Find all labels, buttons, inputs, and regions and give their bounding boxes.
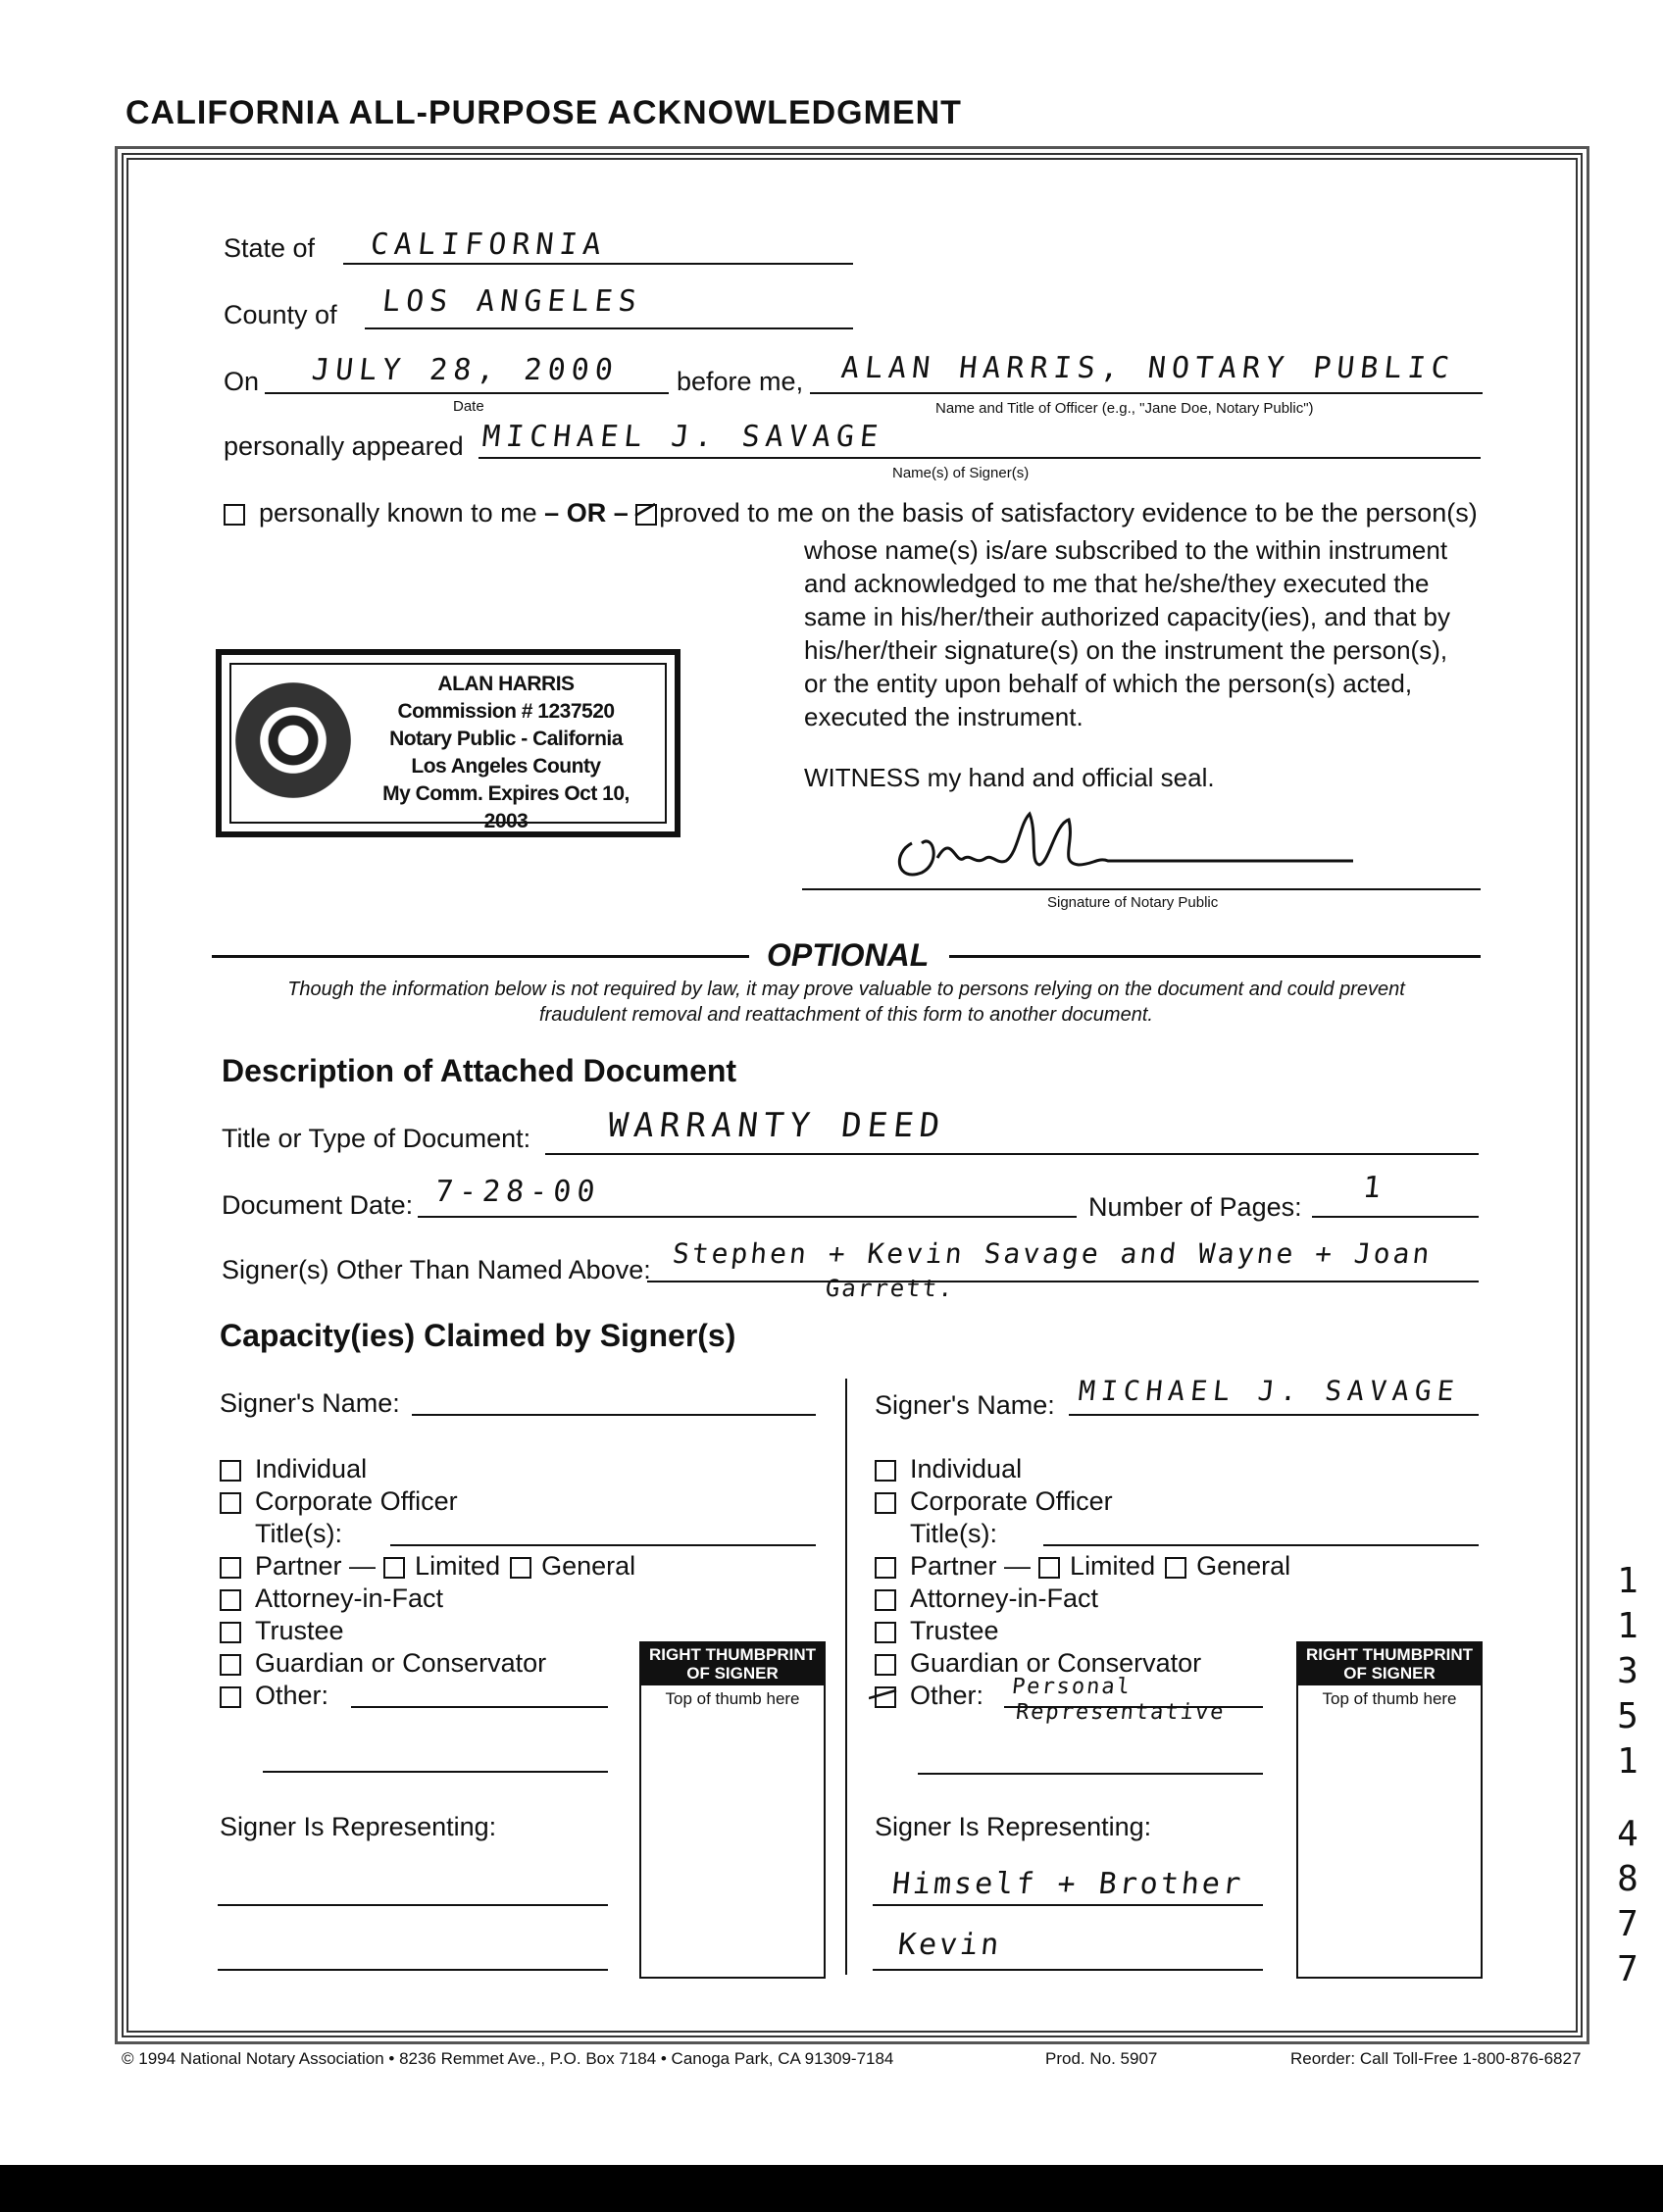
paragraph-line: his/her/their signature(s) on the instrument the person(s),	[804, 635, 1448, 665]
notary-signature	[882, 804, 1353, 892]
left-other-line[interactable]	[351, 1706, 608, 1708]
right-opt-attorney[interactable]	[875, 1583, 1290, 1615]
left-thumbprint-box[interactable]	[639, 1641, 826, 1979]
before-me-label: before me,	[677, 367, 804, 396]
thumb-head-line: OF SIGNER	[1343, 1664, 1436, 1683]
opt-label: Guardian or Conservator	[910, 1648, 1202, 1678]
date-caption: Date	[453, 398, 484, 415]
capacity-heading: Capacity(ies) Claimed by Signer(s)	[220, 1318, 736, 1353]
thumb-sub: Top of thumb here	[1322, 1689, 1457, 1708]
opt-label: Title(s):	[255, 1519, 342, 1548]
side-digit: 4	[1617, 1814, 1638, 1854]
opt-label: Corporate Officer	[255, 1486, 458, 1516]
checkbox[interactable]	[875, 1460, 896, 1482]
known-proved-row	[224, 498, 1478, 528]
right-signer-name-value[interactable]: MICHAEL J. SAVAGE	[1077, 1375, 1462, 1407]
opt-label: Trustee	[255, 1616, 344, 1645]
opt-label: Corporate Officer	[910, 1486, 1113, 1516]
general-checkbox[interactable]	[1165, 1557, 1186, 1579]
seal-text	[359, 671, 653, 835]
right-other-value-1[interactable]: Personal	[1010, 1675, 1134, 1699]
right-representing-value-1[interactable]: Himself + Brother	[890, 1867, 1245, 1901]
right-opt-individual[interactable]	[875, 1453, 1290, 1485]
opt-label: Attorney-in-Fact	[910, 1584, 1099, 1613]
signer-caption: Name(s) of Signer(s)	[892, 465, 1030, 481]
opt-label: Trustee	[910, 1616, 999, 1645]
doc-date-line	[418, 1216, 1077, 1218]
left-other-line-2[interactable]	[263, 1771, 608, 1773]
county-line	[365, 327, 853, 329]
checkbox[interactable]	[220, 1622, 241, 1643]
officer-caption: Name and Title of Officer (e.g., "Jane Doe, Notary Public")	[935, 400, 1314, 417]
right-representing-value-2[interactable]: Kevin	[896, 1928, 1004, 1962]
right-other-line	[1004, 1706, 1263, 1708]
left-opt-corporate[interactable]	[220, 1485, 635, 1518]
checkbox[interactable]	[875, 1654, 896, 1676]
or-text: – OR –	[544, 498, 629, 528]
checkbox[interactable]	[220, 1557, 241, 1579]
paragraph-line: or the entity upon behalf of which the person(s) acted,	[804, 669, 1413, 698]
left-opt-partner[interactable]	[220, 1550, 635, 1583]
doc-date-value[interactable]: 7-28-00	[433, 1175, 603, 1209]
pages-label: Number of Pages:	[1088, 1192, 1302, 1222]
left-representing-line-1[interactable]	[218, 1904, 608, 1906]
other-signers-value-2[interactable]: Garrett.	[824, 1275, 957, 1302]
right-signer-name-line	[1069, 1414, 1479, 1416]
date-value[interactable]: JULY 28, 2000	[310, 353, 621, 387]
seal-line: Notary Public - California	[389, 728, 623, 750]
thumb-sub: Top of thumb here	[665, 1689, 800, 1708]
checkbox[interactable]	[875, 1492, 896, 1514]
side-digit: 1	[1617, 1606, 1638, 1646]
left-signer-name-label: Signer's Name:	[220, 1388, 400, 1418]
left-opt-individual[interactable]	[220, 1453, 635, 1485]
left-opt-attorney[interactable]	[220, 1583, 635, 1615]
opt-label: Guardian or Conservator	[255, 1648, 547, 1678]
other-signers-label: Signer(s) Other Than Named Above:	[222, 1255, 651, 1284]
right-opt-partner[interactable]	[875, 1550, 1290, 1583]
side-digit: 8	[1617, 1859, 1638, 1899]
signature-line	[802, 888, 1481, 890]
seal-line: Los Angeles County	[411, 755, 601, 778]
date-line	[265, 392, 669, 394]
form-title: CALIFORNIA ALL-PURPOSE ACKNOWLEDGMENT	[126, 94, 962, 131]
side-digit: 7	[1617, 1949, 1638, 1989]
paragraph-line: same in his/her/their authorized capacity(ies), and that by	[804, 602, 1451, 631]
side-digit: 5	[1617, 1696, 1638, 1736]
officer-line	[810, 392, 1483, 394]
right-capacity-list	[875, 1453, 1290, 1712]
notary-seal-stamp	[216, 649, 680, 837]
left-opt-guardian[interactable]	[220, 1647, 635, 1680]
desc-heading: Description of Attached Document	[222, 1053, 737, 1088]
general-checkbox[interactable]	[510, 1557, 531, 1579]
known-text: personally known to me	[259, 498, 537, 528]
left-capacity-list	[220, 1453, 635, 1712]
paragraph-line: executed the instrument.	[804, 702, 1083, 731]
opt-label: Other:	[910, 1681, 984, 1710]
opt-label: Partner —	[255, 1551, 377, 1581]
checkbox[interactable]	[875, 1589, 896, 1611]
opt-label: Individual	[910, 1454, 1023, 1483]
proved-text: proved to me on the basis of satisfactory evidence to be the person(s)	[659, 498, 1478, 528]
left-opt-trustee[interactable]	[220, 1615, 635, 1647]
thumb-head-line: RIGHT THUMBPRINT	[1306, 1645, 1473, 1664]
side-digit: 3	[1617, 1651, 1638, 1691]
optional-rule-left	[212, 955, 749, 958]
right-representing-line-1	[873, 1904, 1263, 1906]
doc-date-label: Document Date:	[222, 1190, 414, 1220]
right-other-value-2[interactable]: Representative	[1014, 1700, 1227, 1725]
paragraph-line: and acknowledged to me that he/she/they executed the	[804, 569, 1430, 598]
limited-checkbox[interactable]	[383, 1557, 405, 1579]
opt-label: Other:	[255, 1681, 329, 1710]
state-value[interactable]: CALIFORNIA	[369, 227, 609, 262]
proved-checkbox[interactable]	[635, 504, 657, 526]
opt-label: Title(s):	[910, 1519, 997, 1548]
right-opt-trustee[interactable]	[875, 1615, 1290, 1647]
right-titles-line[interactable]	[1043, 1544, 1479, 1546]
checkmark-icon	[869, 1684, 898, 1706]
state-label: State of	[224, 233, 316, 263]
right-representing-line-2	[873, 1969, 1263, 1971]
checkbox[interactable]	[220, 1492, 241, 1514]
checkbox[interactable]	[220, 1654, 241, 1676]
appeared-label: personally appeared	[224, 431, 464, 461]
county-label: County of	[224, 300, 337, 329]
side-document-number	[1610, 1559, 1645, 1992]
footer-prod-no: Prod. No. 5907	[1045, 2049, 1158, 2068]
opt-label: General	[1196, 1551, 1291, 1581]
checkmark-icon	[633, 500, 657, 524]
doc-title-value[interactable]: WARRANTY DEED	[605, 1106, 948, 1145]
footer-copyright: © 1994 National Notary Association • 8236 Remmet Ave., P.O. Box 7184 • Canoga Park, CA 91309-7184	[122, 2049, 894, 2068]
other-signers-value[interactable]: Stephen + Kevin Savage and Wayne + Joan	[671, 1237, 1435, 1270]
signer-value[interactable]: MICHAEL J. SAVAGE	[480, 420, 885, 454]
side-digit: 1	[1617, 1561, 1638, 1601]
state-line	[343, 263, 853, 265]
thumb-head-line: OF SIGNER	[686, 1664, 779, 1683]
other-signers-line	[647, 1281, 1479, 1282]
opt-label: Individual	[255, 1454, 368, 1483]
checkbox[interactable]	[875, 1622, 896, 1643]
optional-note-2: fraudulent removal and reattachment of this form to another document.	[539, 1004, 1153, 1026]
officer-value[interactable]: ALAN HARRIS, NOTARY PUBLIC	[839, 351, 1457, 385]
known-checkbox[interactable]	[224, 504, 245, 526]
thumb-head	[641, 1643, 824, 1685]
paragraph-line: whose name(s) is/are subscribed to the within instrument	[804, 535, 1448, 565]
limited-checkbox[interactable]	[1038, 1557, 1060, 1579]
state-seal-icon	[235, 682, 351, 798]
doc-title-label: Title or Type of Document:	[222, 1124, 531, 1153]
seal-line: ALAN HARRIS	[437, 673, 575, 695]
optional-note-1: Though the information below is not required by law, it may prove valuable to persons relying on the document and could prevent	[287, 979, 1405, 1000]
on-label: On	[224, 367, 260, 396]
opt-label: General	[541, 1551, 636, 1581]
seal-line: Commission # 1237520	[397, 700, 615, 723]
right-signer-name-label: Signer's Name:	[875, 1390, 1055, 1420]
opt-label: Partner —	[910, 1551, 1032, 1581]
left-representing-line-2[interactable]	[218, 1969, 608, 1971]
right-other-line-2	[918, 1773, 1263, 1775]
checkbox[interactable]	[220, 1589, 241, 1611]
left-signer-name-line[interactable]	[412, 1414, 816, 1416]
seal-line: My Comm. Expires Oct 10, 2003	[382, 782, 630, 832]
optional-heading: OPTIONAL	[767, 937, 930, 973]
opt-label: Limited	[415, 1551, 501, 1581]
footer-reorder: Reorder: Call Toll-Free 1-800-876-6827	[1290, 2049, 1582, 2068]
acknowledgment-paragraph	[804, 533, 1450, 733]
column-divider	[845, 1379, 847, 1975]
thumb-head	[1298, 1643, 1481, 1685]
scan-edge-band	[0, 2165, 1663, 2212]
doc-title-line	[545, 1153, 1479, 1155]
thumb-head-line: RIGHT THUMBPRINT	[649, 1645, 816, 1664]
right-opt-corporate[interactable]	[875, 1485, 1290, 1518]
opt-label: Limited	[1070, 1551, 1156, 1581]
witness-text: WITNESS my hand and official seal.	[804, 763, 1215, 792]
side-digit: 1	[1617, 1741, 1638, 1782]
checkbox[interactable]	[875, 1557, 896, 1579]
signature-caption: Signature of Notary Public	[1047, 894, 1219, 911]
pages-line	[1312, 1216, 1479, 1218]
optional-rule-right	[949, 955, 1481, 958]
signer-line	[479, 457, 1481, 459]
left-titles-line[interactable]	[390, 1544, 816, 1546]
pages-value[interactable]: 1	[1361, 1171, 1388, 1205]
checkbox[interactable]	[220, 1460, 241, 1482]
side-digit: 7	[1617, 1904, 1638, 1944]
other-checkbox-checked[interactable]	[875, 1686, 896, 1708]
county-value[interactable]: LOS ANGELES	[380, 284, 644, 319]
right-representing-label: Signer Is Representing:	[875, 1812, 1152, 1841]
left-representing-label: Signer Is Representing:	[220, 1812, 497, 1841]
checkbox[interactable]	[220, 1686, 241, 1708]
opt-label: Attorney-in-Fact	[255, 1584, 444, 1613]
right-thumbprint-box[interactable]	[1296, 1641, 1483, 1979]
